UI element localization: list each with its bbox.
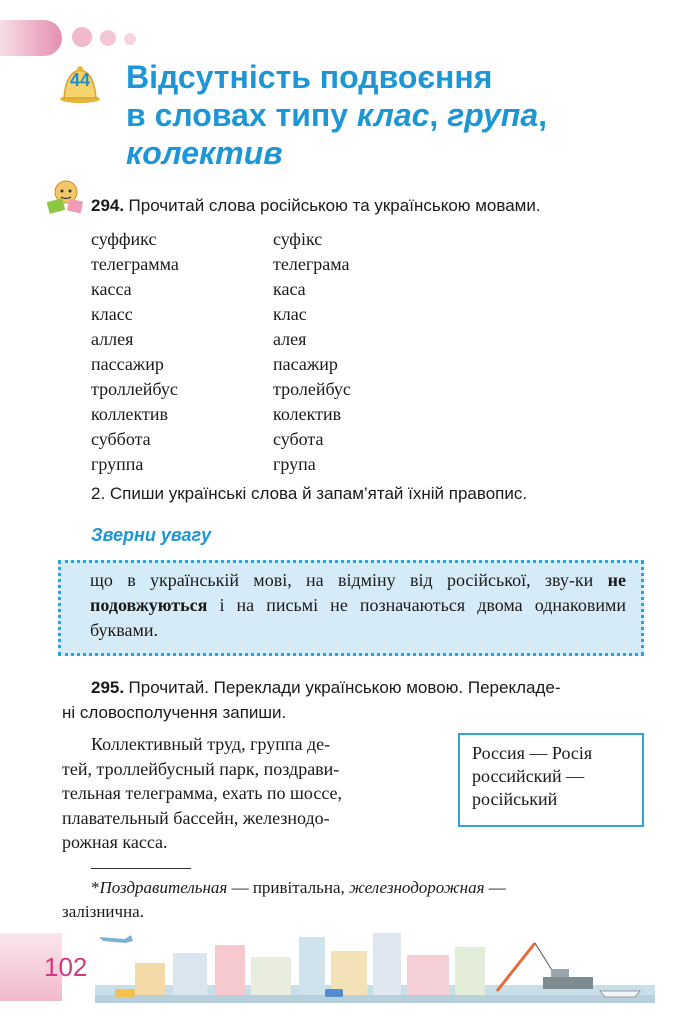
- city-illustration: [95, 925, 655, 1003]
- list-item: пассажир: [91, 354, 164, 374]
- exercise-instruction: Прочитай. Переклади українською мовою. Перекладе-: [128, 678, 561, 697]
- exercise-295-text: [62, 732, 441, 855]
- list-item: каса: [273, 279, 306, 299]
- list-item: пасажир: [273, 354, 338, 374]
- rule-text-bold: не подовжуються: [90, 570, 626, 615]
- text-line: Коллективный труд, группа де-: [91, 734, 331, 754]
- title-italic-word: колектив: [126, 135, 283, 171]
- list-item: субота: [273, 429, 324, 449]
- list-item: класс: [91, 304, 133, 324]
- exercise-instruction-line: ні словосполучення запиши.: [62, 703, 287, 722]
- title-italic-word: група: [447, 97, 539, 133]
- footnote-divider: [91, 868, 191, 869]
- text-line: плавательный бассейн, железнодо-: [62, 807, 330, 828]
- translation-line: російський: [472, 789, 558, 809]
- text-line: тельная телеграмма, ехать по шоссе,: [62, 783, 343, 803]
- translation-box-text: [472, 742, 638, 811]
- lesson-title: [126, 58, 666, 172]
- translation-line: российский —: [472, 766, 585, 786]
- footnote-line: залізнична.: [62, 902, 144, 921]
- list-item: суббота: [91, 429, 151, 449]
- attention-heading: Зверни увагу: [91, 525, 212, 545]
- title-text: ,: [538, 97, 548, 133]
- list-item: телеграма: [273, 254, 350, 274]
- title-line-2: [126, 96, 666, 134]
- page-number: 102: [44, 952, 88, 982]
- exercise-instruction-line: [91, 676, 651, 701]
- list-item: клас: [273, 304, 307, 324]
- footnote: [62, 876, 651, 924]
- list-item: телеграмма: [91, 254, 179, 274]
- list-item: колектив: [273, 404, 342, 424]
- footnote-term: Поздравительная: [99, 878, 228, 897]
- list-item: группа: [91, 454, 144, 474]
- decoration-dot: [124, 33, 136, 45]
- title-line-1: Відсутність подвоєння: [126, 59, 493, 95]
- title-text: ,: [429, 97, 448, 133]
- ukrainian-word-list: [273, 227, 443, 477]
- exercise-instruction: Прочитай слова російською та українською мовами.: [128, 196, 541, 215]
- footnote-term: железнодорожная: [348, 878, 485, 897]
- footnote-definition: —: [484, 878, 506, 897]
- list-item: суфікс: [273, 229, 323, 249]
- reading-child-icon: [44, 178, 86, 216]
- title-text: в словах типу: [126, 97, 357, 133]
- exercise-number: 295.: [91, 678, 125, 697]
- list-item: троллейбус: [91, 379, 178, 399]
- exercise-294-task-2: 2. Спиши українські слова й запам’ятай їхній правопис.: [91, 484, 528, 503]
- list-item: коллектив: [91, 404, 169, 424]
- list-item: група: [273, 454, 316, 474]
- title-italic-word: клас: [356, 97, 430, 133]
- rule-text-part: і на письмі не позначаються двома однаковими буквами.: [90, 595, 626, 640]
- decoration-dot: [100, 30, 116, 46]
- footnote-definition: — привітальна,: [227, 878, 349, 897]
- exercise-294-heading: [91, 196, 541, 216]
- title-line-3: [126, 134, 666, 172]
- text-line: тей, троллейбусный парк, поздрави-: [62, 758, 340, 779]
- exercise-number: 294.: [91, 196, 125, 215]
- list-item: касса: [91, 279, 132, 299]
- rule-text: [90, 568, 626, 643]
- exercise-295-heading: [62, 676, 651, 725]
- rule-text-part: що в українській мові, на відміну від російської, зву-ки: [90, 570, 608, 590]
- list-item: тролейбус: [273, 379, 351, 399]
- russian-word-list: [91, 227, 261, 477]
- list-item: суффикс: [91, 229, 157, 249]
- list-item: аллея: [91, 329, 134, 349]
- lesson-number: 44: [69, 70, 91, 90]
- translation-line: Россия — Росія: [472, 743, 593, 763]
- decoration-dot: [72, 27, 92, 47]
- list-item: алея: [273, 329, 307, 349]
- footnote-line: [91, 876, 651, 900]
- header-decoration: [0, 20, 62, 56]
- text-line: рожная касса.: [62, 832, 168, 852]
- footnote-star: *: [91, 878, 100, 897]
